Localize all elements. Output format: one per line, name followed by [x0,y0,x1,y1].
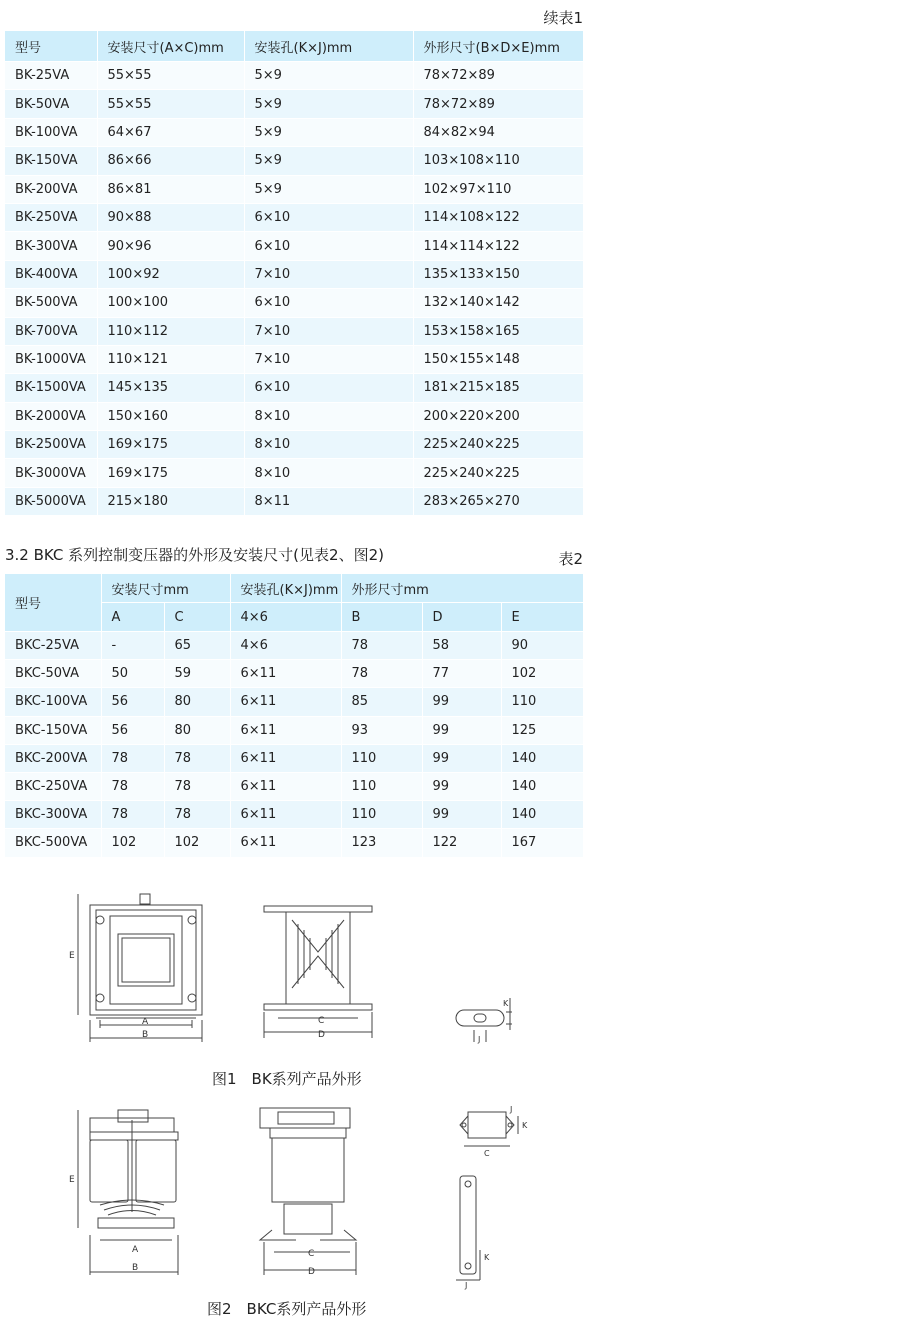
table2-cell: 59 [164,660,230,688]
table2-cell: 110 [341,772,422,800]
table2-cell: 56 [101,688,164,716]
table1-cell: 150×155×148 [413,345,583,373]
table1-row [5,90,583,118]
fig1-label-b: B [142,1030,149,1040]
table2-row [5,744,583,772]
table1-row [5,487,583,515]
table2-row [5,772,583,800]
table2-cell: 110 [341,801,422,829]
table1 [5,31,584,515]
table2-cell: 125 [501,716,583,744]
table2-cell: BKC-50VA [5,660,101,688]
table2-cell: 6×11 [230,660,341,688]
table2-cell: 78 [164,772,230,800]
table1-row [5,175,583,203]
table2-cell: 78 [164,801,230,829]
fig1-label-d: D [318,1030,325,1040]
table1-cell: 5×9 [244,118,413,146]
table1-cell: 145×135 [97,374,244,402]
table2-cell: 6×11 [230,744,341,772]
table2-cell: 99 [422,801,501,829]
table2-cell: BKC-100VA [5,688,101,716]
fig2-label-c: C [308,1249,315,1259]
table1-row [5,232,583,260]
table2-cell: 85 [341,688,422,716]
table1-cell: 6×10 [244,374,413,402]
table2-cell: BKC-200VA [5,744,101,772]
figure2-bracket-detail-side [456,1176,480,1280]
table1-cell: 200×220×200 [413,402,583,430]
table1-cell: BK-2500VA [5,431,97,459]
fig2-label-d: D [308,1267,315,1277]
table1-cell: BK-400VA [5,260,97,288]
table2-cell: 99 [422,688,501,716]
table2-cell: BKC-500VA [5,829,101,857]
table1-cell: 8×10 [244,459,413,487]
table2-row [5,660,583,688]
table2-cell: 78 [341,632,422,660]
table1-header-row [5,31,583,62]
table1-header-mount-hole: 安装孔(K×J)mm [244,31,413,62]
table2-cell: 90 [501,632,583,660]
fig1-label-k: K [503,999,509,1008]
table1-header-outline-size: 外形尺寸(B×D×E)mm [413,31,583,62]
table2-cell: 80 [164,716,230,744]
table1-cell: BK-150VA [5,147,97,175]
table1-cell: 6×10 [244,203,413,231]
table1-cell: 86×66 [97,147,244,175]
table1-cell: BK-200VA [5,175,97,203]
table1-row [5,374,583,402]
table1-cell: 8×11 [244,487,413,515]
table2-row [5,632,583,660]
figure2-front-view [78,1110,178,1275]
table2 [5,574,584,857]
table1-row [5,345,583,373]
table1-cell: 5×9 [244,90,413,118]
table1-cell: 90×88 [97,203,244,231]
table2-cell: 140 [501,744,583,772]
table2-cell: - [101,632,164,660]
table1-cell: BK-50VA [5,90,97,118]
table1-cell: 102×97×110 [413,175,583,203]
table1-cell: BK-100VA [5,118,97,146]
figure2-bracket-detail-top [460,1112,518,1146]
table1-cell: 7×10 [244,345,413,373]
table1-cell: 169×175 [97,431,244,459]
table2-cell: 78 [101,744,164,772]
table2-caption: 表2 [558,550,583,568]
table2-cell: 6×11 [230,688,341,716]
table1-cell: BK-1500VA [5,374,97,402]
table1-cell: 55×55 [97,90,244,118]
table1-cell: 84×82×94 [413,118,583,146]
table2-cell: 56 [101,716,164,744]
table2-cell: 50 [101,660,164,688]
fig2-label-k-top: K [522,1121,528,1130]
table1-cell: 283×265×270 [413,487,583,515]
table1-cell: 5×9 [244,147,413,175]
table2-cell: 122 [422,829,501,857]
table2-row [5,801,583,829]
fig1-label-c: C [318,1016,325,1026]
table2-cell: 78 [164,744,230,772]
table1-cell: BK-250VA [5,203,97,231]
table1-cell: BK-2000VA [5,402,97,430]
table2-cell: 99 [422,772,501,800]
table2-cell: 78 [341,660,422,688]
table1-cell: 132×140×142 [413,289,583,317]
table1-cell: 110×121 [97,345,244,373]
table2-cell: 99 [422,716,501,744]
table2-header-row-1 [5,574,583,603]
table1-cell: BK-1000VA [5,345,97,373]
table1-cell: 225×240×225 [413,459,583,487]
table1-header-model: 型号 [5,31,97,62]
table2-cell: BKC-250VA [5,772,101,800]
table2-subheader-b: B [341,603,422,632]
table1-cell: 78×72×89 [413,62,583,90]
table2-cell: 78 [101,772,164,800]
table1-row [5,317,583,345]
table1-header-mount-size: 安装尺寸(A×C)mm [97,31,244,62]
table1-row [5,459,583,487]
table1-cell: 90×96 [97,232,244,260]
table2-header-mount-hole: 安装孔(K×J)mm [230,574,341,603]
table1-cell: 225×240×225 [413,431,583,459]
table2-cell: 110 [501,688,583,716]
table2-row [5,688,583,716]
table1-cell: BK-5000VA [5,487,97,515]
table2-cell: 6×11 [230,716,341,744]
table1-cell: 7×10 [244,317,413,345]
table1-cell: BK-500VA [5,289,97,317]
table2-cell: 102 [101,829,164,857]
table2-cell: 140 [501,801,583,829]
table2-header-model: 型号 [5,574,101,632]
fig2-label-j-side: J [465,1281,468,1290]
table1-cell: 135×133×150 [413,260,583,288]
table1-row [5,62,583,90]
fig1-label-j: J [478,1035,481,1044]
table1-cell: 215×180 [97,487,244,515]
fig2-label-j-top: J [510,1105,513,1114]
table2-cell: 102 [501,660,583,688]
figure1-drawing [60,880,540,1060]
table1-cell: 55×55 [97,62,244,90]
table2-subheader-c: C [164,603,230,632]
table1-row [5,431,583,459]
table1-cell: 8×10 [244,402,413,430]
table2-cell: 78 [101,801,164,829]
table2-cell: 6×11 [230,829,341,857]
fig2-label-k-side: K [484,1253,490,1262]
table2-header-mount-size: 安装尺寸mm [101,574,230,603]
table1-cell: 114×114×122 [413,232,583,260]
table1-cell: BK-300VA [5,232,97,260]
table1-cell: BK-700VA [5,317,97,345]
table1-cell: 169×175 [97,459,244,487]
table1-cell: 150×160 [97,402,244,430]
table1-row [5,260,583,288]
table1-row [5,147,583,175]
fig1-label-a: A [142,1017,149,1027]
table1-cell: 110×112 [97,317,244,345]
table1-cell: BK-3000VA [5,459,97,487]
table1-cell: 5×9 [244,62,413,90]
table1-cell: 86×81 [97,175,244,203]
fig2-label-c-detail: C [484,1149,490,1158]
table2-body [5,632,583,857]
table2-cell: 58 [422,632,501,660]
table2-cell: 102 [164,829,230,857]
section-heading: 3.2 BKC 系列控制变压器的外形及安装尺寸(见表2、图2) [5,546,384,564]
table2-cell: 99 [422,744,501,772]
figure2-drawing [60,1100,540,1290]
table2-header-outline-size: 外形尺寸mm [341,574,583,603]
fig2-label-e: E [69,1175,75,1185]
table2-cell: BKC-150VA [5,716,101,744]
table2-subheader-a: A [101,603,164,632]
table1-cell: BK-25VA [5,62,97,90]
table1-cell: 103×108×110 [413,147,583,175]
table2-cell: 123 [341,829,422,857]
table1-cell: 6×10 [244,289,413,317]
table1-cell: 100×92 [97,260,244,288]
table2-cell: 6×11 [230,801,341,829]
table2-cell: 140 [501,772,583,800]
table1-cell: 8×10 [244,431,413,459]
fig2-label-a: A [132,1245,139,1255]
table2-cell: 65 [164,632,230,660]
table2-cell: 80 [164,688,230,716]
table1-cell: 5×9 [244,175,413,203]
table2-cell: 93 [341,716,422,744]
table2-row [5,716,583,744]
table1-cell: 64×67 [97,118,244,146]
figure2-caption: 图2 BKC系列产品外形 [207,1300,367,1318]
table2-row [5,829,583,857]
table2-cell: 110 [341,744,422,772]
fig1-label-e: E [69,951,75,961]
table1-row [5,402,583,430]
table2-subheader-hole: 4×6 [230,603,341,632]
table2-cell: BKC-300VA [5,801,101,829]
table1-body [5,62,583,516]
table2-cell: 6×11 [230,772,341,800]
table1-cell: 181×215×185 [413,374,583,402]
table1-cell: 114×108×122 [413,203,583,231]
table2-cell: BKC-25VA [5,632,101,660]
table2-subheader-d: D [422,603,501,632]
table1-cell: 153×158×165 [413,317,583,345]
figure1-front-view [78,894,202,1042]
table2-cell: 167 [501,829,583,857]
table2-cell: 77 [422,660,501,688]
fig2-label-b: B [132,1263,139,1273]
table1-cell: 100×100 [97,289,244,317]
table1-row [5,118,583,146]
table1-row [5,289,583,317]
table1-cell: 78×72×89 [413,90,583,118]
table1-row [5,203,583,231]
table2-subheader-e: E [501,603,583,632]
table1-cell: 6×10 [244,232,413,260]
table1-cell: 7×10 [244,260,413,288]
figure1-caption: 图1 BK系列产品外形 [212,1070,362,1088]
table2-cell: 4×6 [230,632,341,660]
table1-caption: 续表1 [543,9,583,27]
